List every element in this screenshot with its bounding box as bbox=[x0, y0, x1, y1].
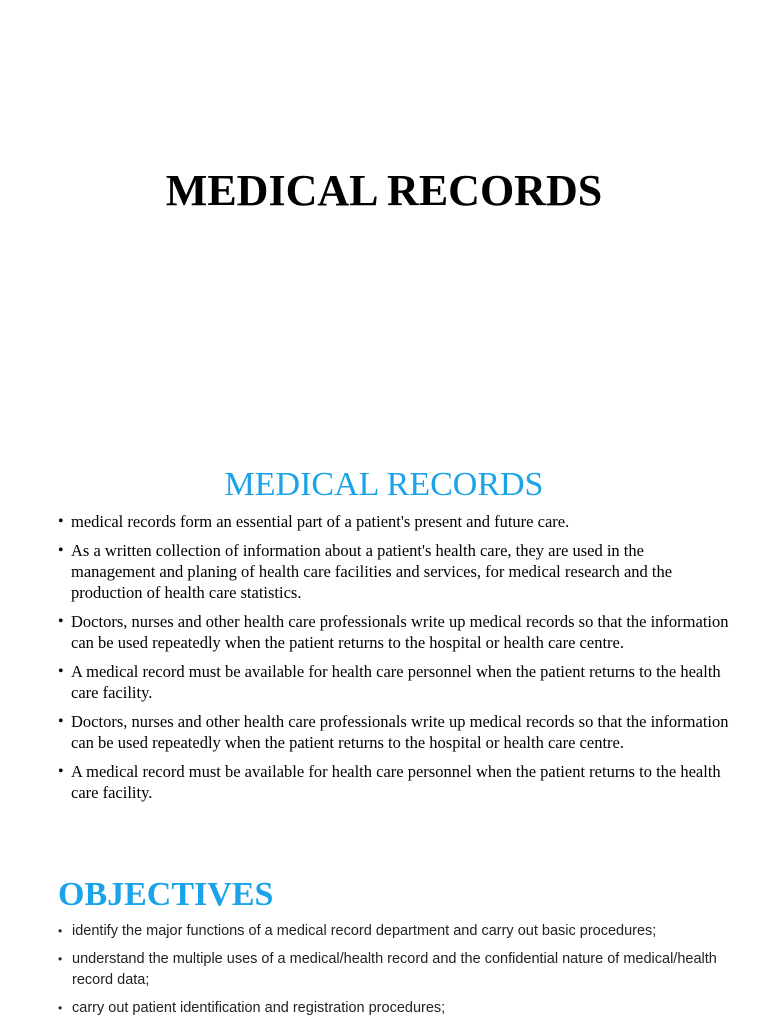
list-item bbox=[58, 611, 730, 653]
list-item bbox=[58, 921, 730, 942]
slide-heading: OBJECTIVES bbox=[58, 876, 274, 913]
list-item-text: Doctors, nurses and other health care professionals write up medical records so that the information can be used repeatedly when the patient returns to the hospital or health care centre. bbox=[71, 612, 729, 652]
list-item-text: carry out patient identification and registration procedures; bbox=[72, 1000, 446, 1016]
bullet-icon: • bbox=[58, 513, 64, 530]
slide-heading: MEDICAL RECORDS bbox=[224, 466, 544, 503]
list-item-text: A medical record must be available for health care personnel when the patient returns to the health care facility. bbox=[71, 762, 721, 802]
objectives-slide bbox=[0, 860, 768, 1024]
list-item-text: As a written collection of information about a patient's health care, they are used in the management and planing of health care facilities and services, for medical research and the production of health care statistics. bbox=[71, 541, 673, 602]
list-item-text: medical records form an essential part of a patient's present and future care. bbox=[71, 512, 570, 531]
list-item bbox=[58, 661, 730, 703]
list-item-text: A medical record must be available for health care personnel when the patient returns to the health care facility. bbox=[71, 662, 721, 702]
list-item bbox=[58, 998, 730, 1019]
medical-records-slide bbox=[0, 440, 768, 860]
bullet-icon: • bbox=[58, 763, 64, 780]
bullet-icon: • bbox=[58, 952, 63, 966]
title-slide bbox=[0, 0, 768, 440]
bullet-icon: • bbox=[58, 542, 64, 559]
list-item bbox=[58, 511, 730, 532]
list-item-text: identify the major functions of a medical record department and carry out basic procedures; bbox=[72, 923, 657, 939]
slide-title: MEDICAL RECORDS bbox=[165, 166, 603, 215]
list-item-text: Doctors, nurses and other health care professionals write up medical records so that the information can be used repeatedly when the patient returns to the hospital or health care centre. bbox=[71, 712, 729, 752]
bullet-icon: • bbox=[58, 1001, 63, 1015]
bullet-icon: • bbox=[58, 613, 64, 630]
list-item bbox=[58, 949, 730, 991]
bullet-list bbox=[58, 921, 730, 1024]
bullet-icon: • bbox=[58, 924, 63, 938]
list-item bbox=[58, 761, 730, 803]
list-item bbox=[58, 540, 730, 603]
bullet-icon: • bbox=[58, 663, 64, 680]
bullet-icon: • bbox=[58, 713, 64, 730]
list-item-text: understand the multiple uses of a medical/health record and the confidential nature of medical/health record data; bbox=[72, 951, 717, 988]
list-item bbox=[58, 711, 730, 753]
bullet-list bbox=[58, 511, 730, 811]
